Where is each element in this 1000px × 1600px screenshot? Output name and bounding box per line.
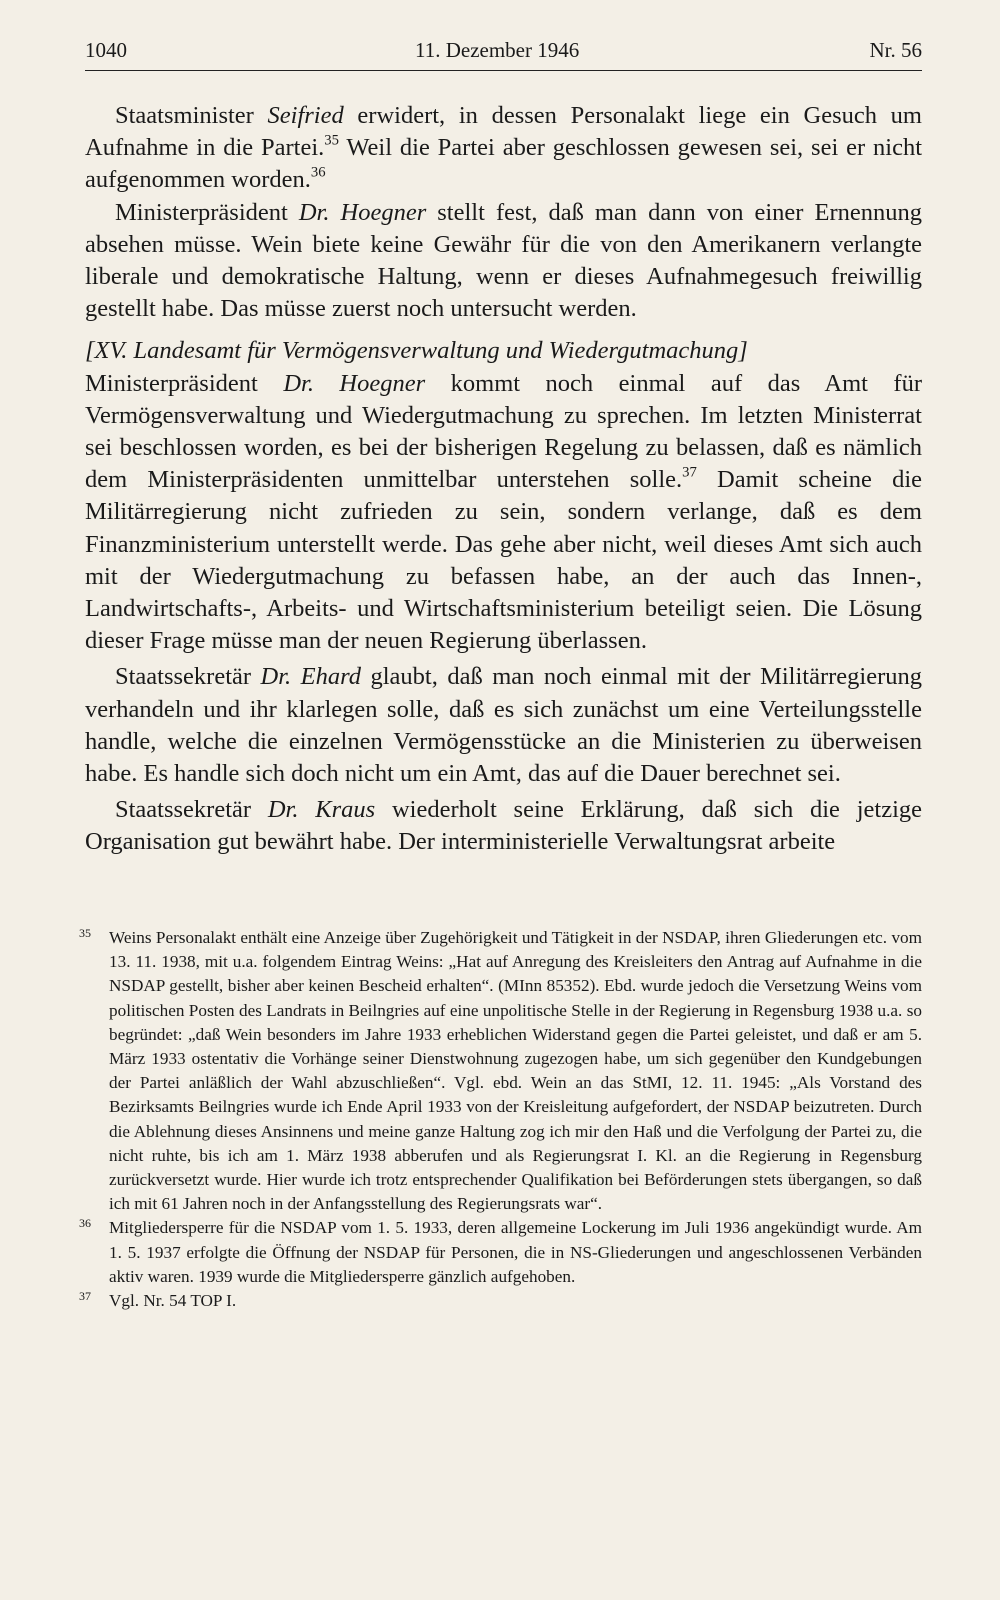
text-run: Ministerpräsident [85,369,284,397]
footnote-number: 35 [79,926,91,940]
text-run: Staatsminister [115,102,268,129]
running-header [85,36,922,71]
text-run: Ministerpräsident [115,198,299,226]
document-number: Nr. 56 [869,38,922,62]
text-run: Weil die Partei aber geschlossen gewesen sei, sei er nicht aufgenommen worden. [85,134,922,194]
footnote-number: 36 [79,1216,91,1231]
text-run: erwidert, in dessen Personalakt liege ein Gesuch um Aufnahme in die Partei. [85,102,922,162]
footnote [79,926,922,1216]
footnote [79,1289,922,1313]
page-number: 1040 [85,38,127,62]
person-name: Dr. Kraus [267,796,376,824]
text-run: stellt fest, daß man dann von einer Ernennung absehen müsse. Wein biete keine Gewähr für die von den Amerikanern verlangte liberale und demokratische Haltung, wenn er dieses Aufnahmegesuch freiwillig gestellt habe. Das müsse zuerst noch untersucht werden. [85,198,922,323]
text-run: kommt noch einmal auf das Amt für Vermögensverwaltung und Wiedergutmachung zu sprechen. Im letzten Ministerrat sei beschlossen worden, es bei der bisherigen Regelung zu belassen, daß es nämlich dem Ministerpräsidenten unmittelbar unterstehen solle. [85,369,922,494]
footnote-number: 37 [79,1289,91,1304]
person-name: Dr. Hoegner [298,198,427,226]
person-name: Seifried [267,102,344,129]
footnote-ref[interactable]: 35 [324,132,339,149]
text-run: glaubt, daß man noch einmal mit der Militärregierung verhandeln und ihr klarlegen solle, daß es sich zunächst um eine Verteilungsstelle handle, welche die einzelnen Vermögensstücke an die Ministerien zu überweisen habe. Es handle sich doch nicht um ein Amt, das auf die Dauer berechnet sei. [85,663,922,788]
person-name: Dr. Hoegner [283,369,426,397]
footnotes [79,926,922,1313]
text-run: Staatssekretär [115,796,268,824]
paragraph [85,100,922,197]
footnote [79,1216,922,1289]
text-run: Staatssekretär [115,663,261,691]
footnote-text: Vgl. Nr. 54 TOP I. [109,1291,237,1311]
main-text [85,100,922,859]
text-run: wiederholt seine Erklärung, daß sich die jetzige Organisation gut bewährt habe. Der interministerielle Verwaltungsrat arbeite [85,796,922,856]
paragraph [85,794,922,858]
footnote-ref[interactable]: 36 [310,165,326,182]
header-date: 11. Dezember 1946 [415,38,580,62]
paragraph [85,197,922,326]
paragraph [85,661,922,790]
footnote-text: Mitgliedersperre für die NSDAP vom 1. 5. 1933, deren allgemeine Lockerung im Juli 1936 angekündigt wurde. Am 1. 5. 1937 erfolgte die Öffnung der NSDAP für Personen, die in NS-Gliederungen und angeschlossenen Verbänden aktiv waren. 1939 wurde die Mitgliedersperre gänzlich aufgehoben. [109,1218,922,1286]
footnote-text: Weins Personalakt enthält eine Anzeige über Zugehörigkeit und Tätigkeit in der NSDAP, ihren Gliederungen etc. vom 13. 11. 1938, mit u.a. folgendem Eintrag Weins: „Hat auf Anregung des Kreisleiters den Antrag auf Aufnahme in die NSDAP gestellt, bisher aber keinen Bescheid erhalten“. (MInn 85352). Ebd. wurde jedoch die Versetzung Weins vom politischen Posten des Landrats in Beilngries auf eine unpolitische Stelle in der Regierung in Regensburg 1938 u.a. so begründet: „daß Wein besonders im Jahre 1933 erheblichen Widerstand gegen die Partei geleistet, und daß er am 5. März 1933 ostentativ die Vorhänge seiner Dienstwohnung zugezogen habe, um sich gegenüber den Kundgebungen der Partei anläßlich der Wahl abzuschließen“. Vgl. ebd. Wein an das StMI, 12. 11. 1945: „Als Vorstand des Bezirksamts Beilngries wurde ich Ende April 1933 von der Kreisleitung aufgefordert, der NSDAP beizutreten. Durch die Ablehnung dieses Ansinnens und meine ganze Haltung zog ich mir den Haß und die Verfolgung der Partei zu, die nicht ruhte, bis ich am 1. März 1938 abberufen und als Regierungsrat I. Kl. an die Regierung in Regensburg zurückversetzt wurde. Hier wurde ich trotz entsprechender Qualifikation bei Beförderungen stets übergangen, so daß ich mit 61 Jahren noch in der Anfangsstellung des Regierungsrats war“. [109,928,922,1214]
footnote-ref[interactable]: 37 [682,464,697,481]
paragraph [85,368,922,658]
text-run: Damit scheine die Militärregierung nicht zufrieden zu sein, sondern verlange, daß es dem Finanzministerium unterstellt werde. Das gehe aber nicht, weil dieses Amt sich auch mit der Wiedergutmachung zu befassen habe, an der auch das Innen-, Landwirtschafts-, Arbeits- und Wirtschaftsministerium beteiligt seien. Die Lösung dieser Frage müsse man der neuen Regierung überlassen. [85,466,923,655]
section-heading: [XV. Landesamt für Vermögensverwaltung und Wiedergutmachung] [85,337,748,365]
person-name: Dr. Ehard [260,663,362,691]
